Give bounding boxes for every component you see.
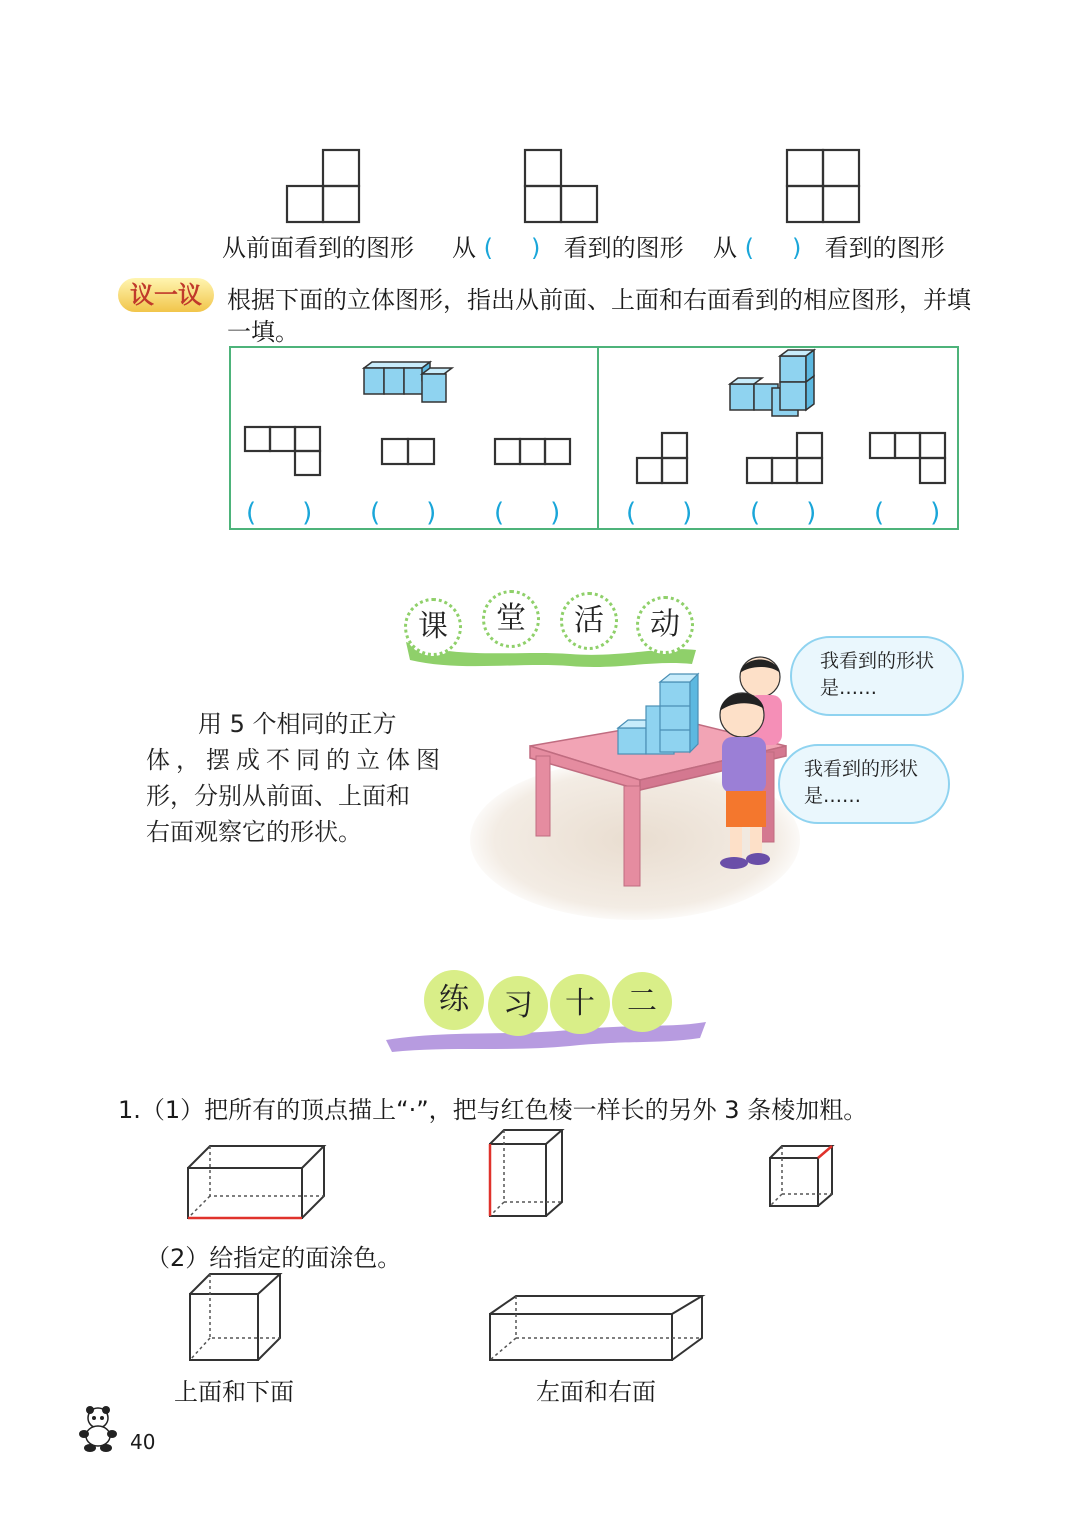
caption-view-3: 从 ( ) 看到的图形: [713, 234, 945, 262]
exercise-char-1: 练: [424, 970, 484, 1030]
prism-face-left-right: [488, 1294, 710, 1364]
activity-text: 用 5 个相同的正方 体，摆成不同的立体图 形，分别从前面、上面和 右面观察它的形状。: [146, 710, 446, 846]
cube-stack-left: [360, 360, 460, 410]
speech-bubble-1: 我看到的形状 是……: [790, 636, 964, 716]
question-1-1: 1.（1）把所有的顶点描上“·”，把与红色棱一样长的另外 3 条棱加粗。: [118, 1096, 868, 1124]
left-view-c: [494, 438, 574, 468]
face-label-top-bottom: 上面和下面: [174, 1378, 294, 1406]
exercise-char-2: 习: [488, 976, 548, 1036]
exercise-title: [420, 970, 680, 1040]
blank-1[interactable]: ( ): [246, 498, 313, 528]
caption-view-2: 从 ( ) 看到的图形: [452, 234, 684, 262]
activity-title: [404, 590, 694, 650]
activity-char-3: 活: [560, 592, 618, 650]
right-view-a: [636, 432, 692, 488]
side-view-figure-1: [523, 148, 603, 228]
discuss-frame-divider: [597, 346, 599, 530]
speech-bubble-2: 我看到的形状 是……: [778, 744, 950, 824]
exercise-char-3: 十: [550, 974, 610, 1034]
caption-front: 从前面看到的图形: [222, 234, 414, 262]
blank-view-2[interactable]: ( ): [483, 234, 541, 262]
left-view-b: [381, 438, 437, 468]
prism-2: [488, 1128, 568, 1222]
blank-5[interactable]: ( ): [750, 498, 817, 528]
front-view-figure: [285, 148, 365, 228]
discuss-badge: 议一议: [118, 278, 214, 312]
blank-view-3[interactable]: ( ): [744, 234, 802, 262]
right-view-c: [869, 432, 949, 488]
side-view-figure-2: [785, 148, 865, 228]
right-view-b: [746, 432, 826, 488]
activity-char-4: 动: [636, 596, 694, 654]
cube-face-top-bottom: [188, 1272, 288, 1364]
cube-stack-right: [726, 350, 826, 420]
discuss-text-line2: 一填。: [227, 318, 299, 346]
face-label-left-right: 左面和右面: [536, 1378, 656, 1406]
blank-4[interactable]: ( ): [626, 498, 693, 528]
page-number: 40: [130, 1430, 156, 1454]
cube-3: [768, 1144, 838, 1210]
blank-3[interactable]: ( ): [494, 498, 561, 528]
activity-char-2: 堂: [482, 590, 540, 648]
exercise-char-4: 二: [612, 972, 672, 1032]
panda-icon: [74, 1404, 124, 1454]
discuss-frame: [229, 346, 959, 530]
blank-2[interactable]: ( ): [370, 498, 437, 528]
left-view-a: [244, 426, 324, 478]
question-1-2: （2）给指定的面涂色。: [146, 1244, 402, 1272]
activity-char-1: 课: [404, 598, 462, 656]
blank-6[interactable]: ( ): [874, 498, 941, 528]
discuss-text-line1: 根据下面的立体图形，指出从前面、上面和右面看到的相应图形，并填: [227, 286, 971, 314]
prism-1: [186, 1144, 330, 1224]
